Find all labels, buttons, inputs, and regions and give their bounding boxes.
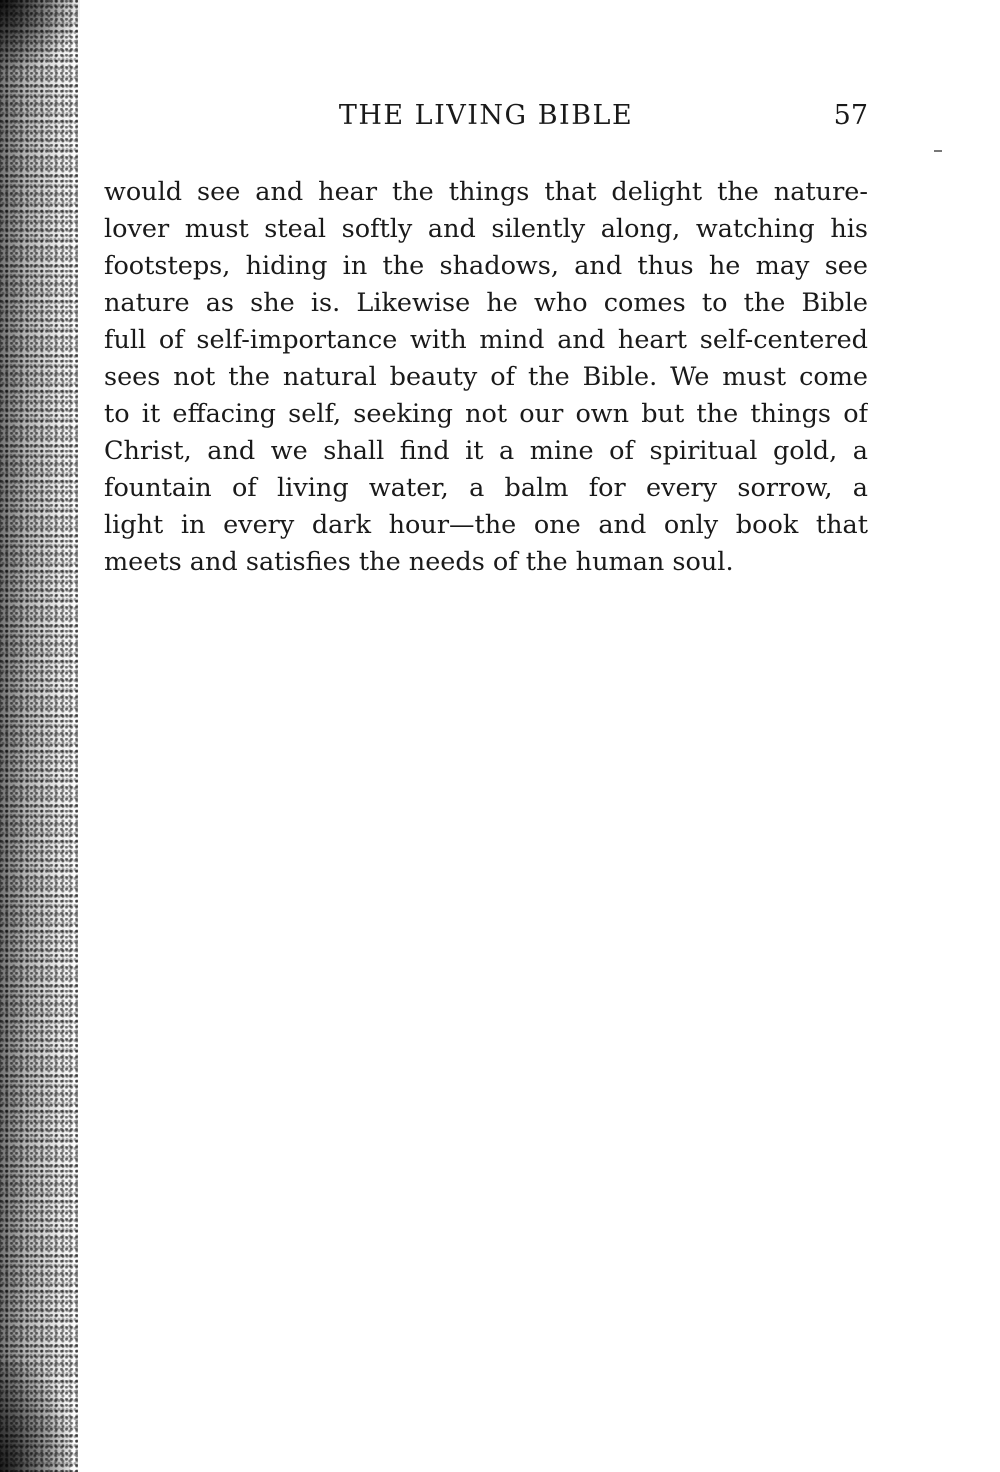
text-line: Christ, and we shall find it a mine of spiritual gold, a <box>104 436 868 466</box>
page-number: 57 <box>833 100 868 131</box>
running-title: THE LIVING BIBLE <box>338 100 634 131</box>
scan-corner-shadow-top <box>0 0 80 70</box>
text-line: meets and satisfies the needs of the human soul. <box>104 547 734 577</box>
text-line: nature as she is. Likewise he who comes to the Bible <box>104 288 868 318</box>
text-line: light in every dark hour—the one and only book that <box>104 510 868 540</box>
text-line: lover must steal softly and silently along, watching his <box>104 214 868 244</box>
text-line: would see and hear the things that delight the nature- <box>104 177 868 207</box>
text-line: fountain of living water, a balm for every sorrow, a <box>104 473 868 503</box>
scan-speck <box>934 150 942 152</box>
text-line: sees not the natural beauty of the Bible. We must come <box>104 362 868 392</box>
text-line: footsteps, hiding in the shadows, and thus he may see <box>104 251 868 281</box>
scan-gutter-shadow <box>0 0 78 1472</box>
text-line: to it effacing self, seeking not our own but the things of <box>104 399 868 429</box>
scan-corner-shadow-bottom <box>0 1362 70 1472</box>
text-line: full of self-importance with mind and heart self-centered <box>104 325 868 355</box>
body-paragraph <box>104 174 868 581</box>
running-header <box>104 100 868 140</box>
